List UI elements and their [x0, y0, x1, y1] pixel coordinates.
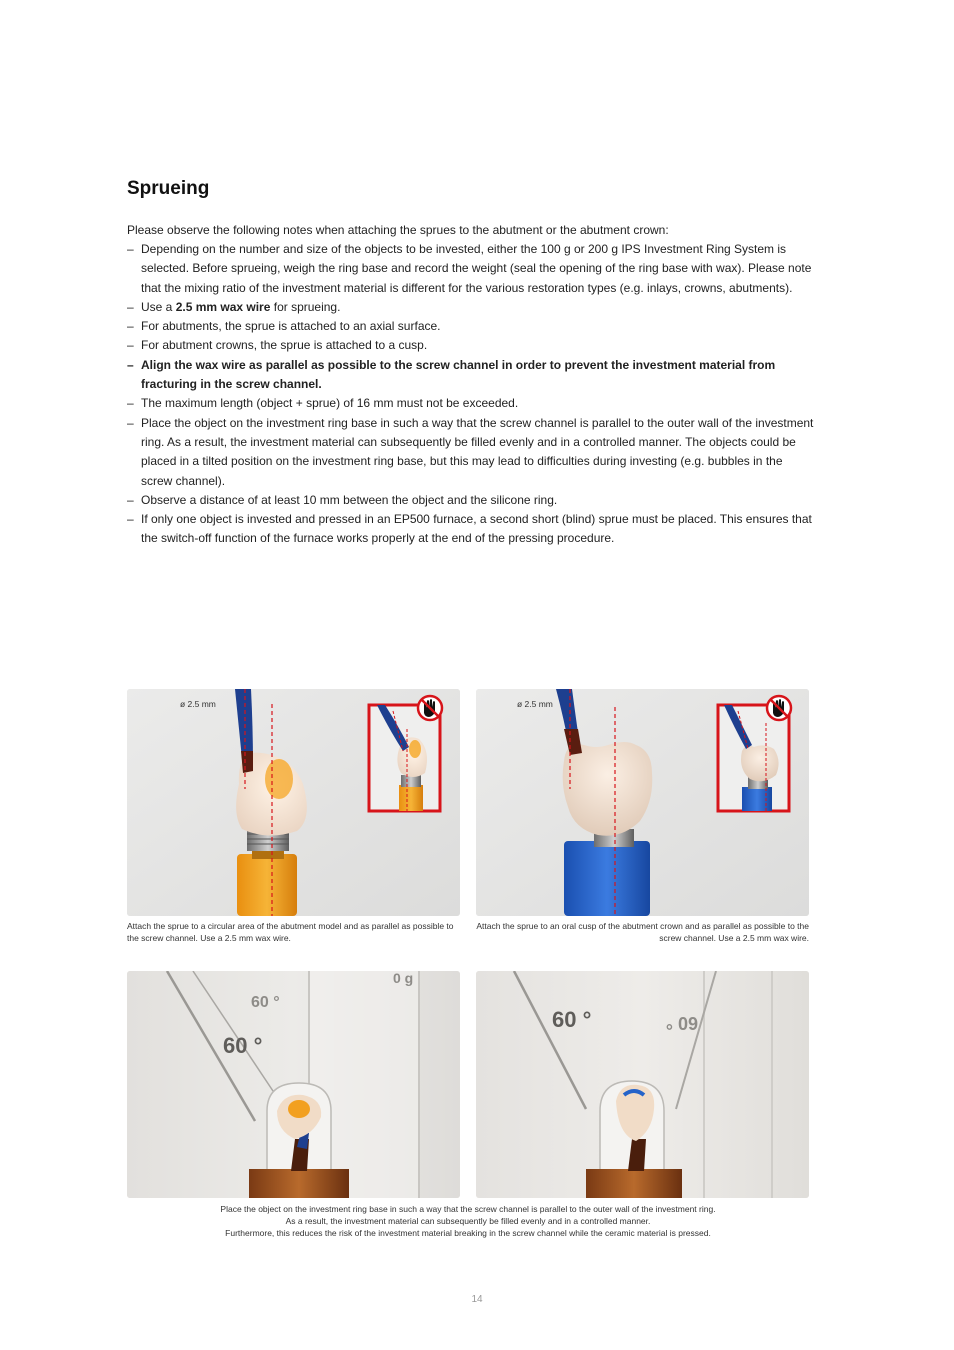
dash-marker: –: [127, 242, 134, 256]
wax-wire-emphasis: 2.5 mm wax wire: [175, 299, 271, 314]
angle-label-mirrored: 60 °: [665, 1013, 698, 1033]
no-hand-icon: [767, 696, 791, 720]
angle-label-small: 60 °: [251, 994, 280, 1011]
dash-marker: –: [127, 319, 134, 334]
abutment-sprue-photo: [127, 689, 460, 916]
weight-mark-label: 0 g: [393, 971, 414, 986]
list-item: – Observe a distance of at least 10 mm between the object and the silicone ring.: [127, 491, 817, 510]
caption-ring-base: [127, 1203, 809, 1239]
list-item: – The maximum length (object + sprue) of 16 mm must not be exceeded.: [127, 394, 817, 413]
notes-list: [127, 240, 817, 549]
list-item: – If only one object is invested and pressed in an EP500 furnace, a second short (blind) sprue must be placed. This ensures that the switch-off function of the furnace works properly at the end of the pressing procedure.: [127, 512, 812, 546]
sprue-diameter-label: ø 2.5 mm: [517, 699, 553, 709]
list-item: – For abutment crowns, the sprue is attached to a cusp.: [127, 336, 817, 355]
caption-crown: Attach the sprue to an oral cusp of the abutment crown and as parallel as possible to the screw channel. Use a 2.5 mm wax wire.: [476, 921, 809, 943]
angle-label-large: 60 °: [552, 1007, 592, 1032]
list-item-important: – Align the wax wire as parallel as possible to the screw channel in order to prevent the investment material from fracturing in the screw channel.: [127, 357, 776, 392]
sprue-diameter-label: ø 2.5 mm: [180, 699, 216, 709]
intro-text: Please observe the following notes when attaching the sprues to the abutment or the abutment crown:: [127, 223, 669, 237]
no-hand-icon: [418, 696, 442, 720]
dash-marker: –: [127, 492, 134, 507]
ring-base-abutment-photo: [127, 971, 460, 1198]
list-item: – Place the object on the investment ring base in such a way that the screw channel is parallel to the outer wall of the investment ring. As a result, the investment material can subsequently be filled evenly and in a controlled manner. The objects could be placed in a tilted position on the investment ring base, but this may lead to difficulties during investing (e.g. bubbles in the screw channel).: [127, 415, 814, 488]
dash-marker: –: [127, 299, 134, 314]
ring-base-crown-photo: [476, 971, 809, 1198]
angle-label-large: 60 °: [223, 1033, 263, 1058]
dash-marker: –: [127, 338, 134, 353]
caption-abutment: Attach the sprue to a circular area of the abutment model and as parallel as possible to the screw channel. Use a 2.5 mm wax wire.: [127, 921, 454, 943]
dash-marker: –: [127, 415, 134, 430]
page-title: Sprueing: [127, 178, 210, 199]
dash-marker: –: [127, 512, 134, 527]
caption-line: Place the object on the investment ring base in such a way that the screw channel is parallel to the outer wall of the investment ring.: [220, 1204, 716, 1214]
crown-sprue-photo: [476, 689, 809, 916]
list-item: – For abutments, the sprue is attached to an axial surface.: [127, 317, 817, 336]
caption-line: As a result, the investment material can subsequently be filled evenly and in a controlled manner.: [285, 1216, 651, 1226]
page-number: 14: [471, 1294, 483, 1305]
list-item: – Depending on the number and size of the objects to be invested, either the 100 g or 200 g IPS Investment Ring System is selected. Before sprueing, weigh the ring base and record the weight (seal the opening of the ring base with wax). Please note that the mixing ratio of the investment material is different for the various restoration types (e.g. inlays, crowns, abutments).: [127, 242, 812, 295]
list-item: – Use a 2.5 mm wax wire for sprueing.: [127, 298, 817, 317]
dash-marker: –: [127, 396, 134, 411]
dash-marker: –: [127, 357, 134, 372]
caption-line: Furthermore, this reduces the risk of the investment material breaking in the screw channel while the ceramic material is pressed.: [225, 1228, 711, 1238]
